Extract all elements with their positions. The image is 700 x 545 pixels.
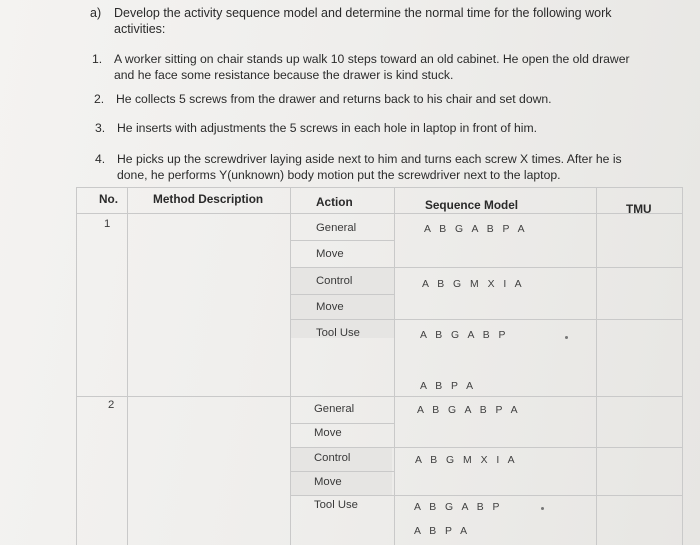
- question-number: 1.: [92, 52, 103, 66]
- sequence-cell: A B P A: [420, 381, 475, 392]
- action-cell: Control: [314, 452, 351, 464]
- question-text-line2: and he face some resistance because the drawer is kind stuck.: [114, 68, 454, 82]
- sequence-cell: A B G A B P: [420, 330, 507, 341]
- question-text-line1: He picks up the screwdriver laying aside next to him and turns each screw X times. After he is: [117, 152, 622, 166]
- row-number: 1: [104, 218, 111, 230]
- intro-label: a): [90, 6, 102, 20]
- header-method-description: Method Description: [153, 192, 264, 206]
- header-sequence-model: Sequence Model: [425, 198, 519, 212]
- action-cell: Move: [314, 427, 342, 439]
- action-cell: Tool Use: [314, 499, 358, 511]
- dot-mark: [541, 507, 544, 510]
- question-number: 2.: [94, 92, 105, 106]
- sequence-cell: A B G A B P A: [417, 405, 520, 416]
- sequence-cell: A B G A B P A: [424, 224, 527, 235]
- action-cell: General: [316, 222, 357, 234]
- sequence-cell: A B G M X I A: [422, 279, 524, 290]
- action-cell: Move: [316, 248, 344, 260]
- action-cell: Move: [314, 476, 342, 488]
- question-text-line1: He inserts with adjustments the 5 screws in each hole in laptop in front of him.: [117, 121, 537, 135]
- intro-text-line2: activities:: [114, 22, 166, 36]
- action-cell: Move: [316, 301, 344, 313]
- header-no: No.: [99, 192, 119, 206]
- sequence-cell: A B G M X I A: [415, 455, 517, 466]
- header-tmu: TMU: [626, 202, 652, 216]
- header-action: Action: [316, 195, 353, 209]
- intro-text-line1: Develop the activity sequence model and determine the normal time for the following work: [114, 6, 612, 20]
- action-cell: Tool Use: [316, 327, 360, 339]
- row-number: 2: [108, 399, 115, 411]
- dot-mark: [565, 336, 568, 339]
- question-text-line2: done, he performs Y(unknown) body motion put the screwdriver next to the laptop.: [117, 168, 561, 182]
- question-number: 4.: [95, 152, 106, 166]
- question-text-line1: A worker sitting on chair stands up walk 10 steps toward an old cabinet. He open the old drawer: [114, 52, 630, 66]
- action-cell: Control: [316, 275, 353, 287]
- question-text-line1: He collects 5 screws from the drawer and returns back to his chair and set down.: [116, 92, 552, 106]
- question-number: 3.: [95, 121, 106, 135]
- sequence-cell: A B G A B P: [414, 502, 501, 513]
- sequence-cell: A B P A: [414, 526, 469, 537]
- action-cell: General: [314, 403, 355, 415]
